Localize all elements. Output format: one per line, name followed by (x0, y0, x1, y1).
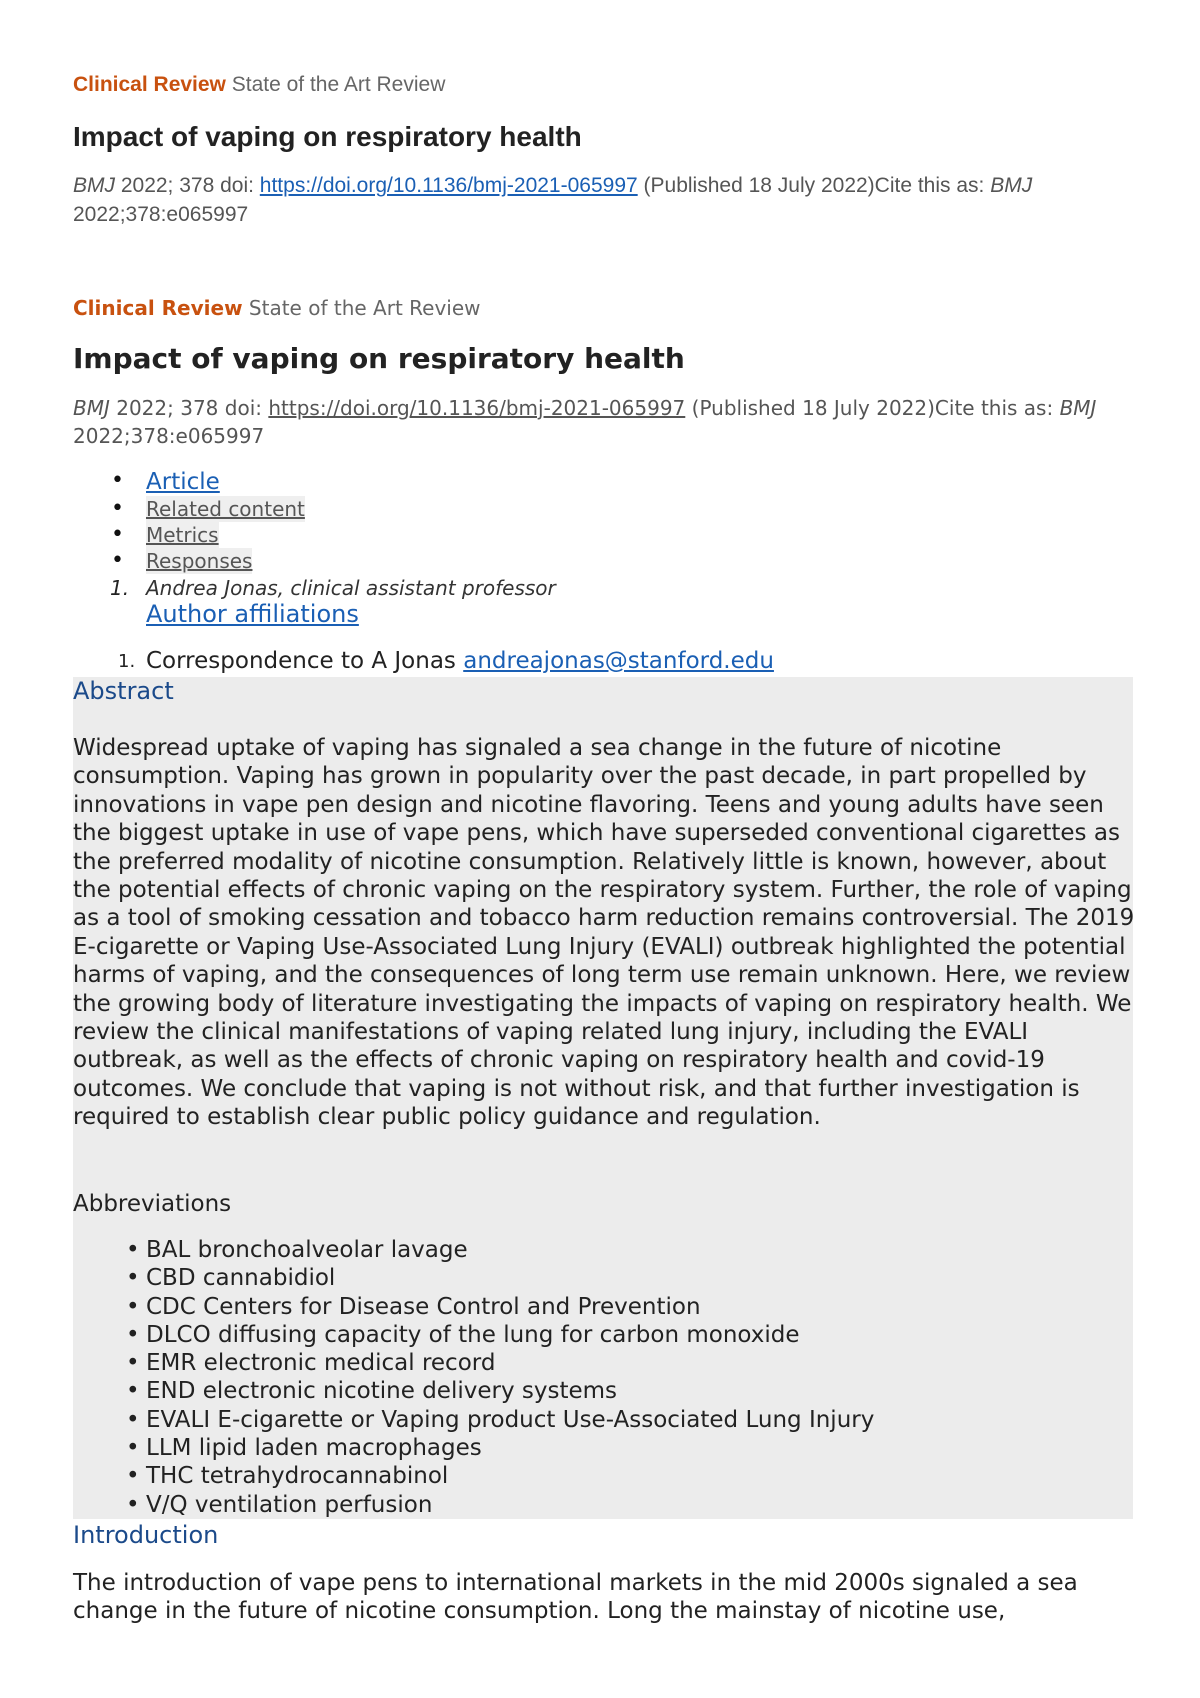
abbreviation-item: • BAL bronchoalveolar lavage (73, 1236, 874, 1264)
correspondence-text: Correspondence to A Jonas (146, 648, 464, 674)
article-subtype-2: State of the Art Review (248, 296, 481, 320)
tab-article-item (73, 468, 305, 496)
article-title: Impact of vaping on respiratory health (73, 121, 582, 152)
citation-pre: 2022; 378 doi: (115, 174, 260, 197)
article-tabs (73, 468, 305, 574)
correspondence-line (146, 648, 774, 674)
abbreviation-item: • DLCO diffusing capacity of the lung for carbon monoxide (73, 1321, 874, 1349)
citation-2 (73, 394, 1133, 450)
article-kicker-2 (73, 296, 481, 320)
citation-pre-2: 2022; 378 doi: (109, 396, 269, 420)
abbreviations-list (73, 1236, 874, 1519)
abbreviation-item: • END electronic nicotine delivery systems (73, 1377, 874, 1405)
cite-ref-2: 2022;378:e065997 (73, 424, 265, 448)
abbreviation-item: • EVALI E-cigarette or Vaping product Use-Associated Lung Injury (73, 1406, 874, 1434)
cite-ref: 2022;378:e065997 (73, 203, 249, 226)
tab-responses[interactable]: Responses (146, 549, 253, 573)
tab-metrics-item (73, 522, 305, 548)
article-title-2: Impact of vaping on respiratory health (73, 342, 685, 375)
abbreviation-item: • THC tetrahydrocannabinol (73, 1462, 874, 1490)
correspondence-number: 1. (118, 651, 136, 672)
article-type: Clinical Review (73, 73, 226, 96)
abbreviation-item: • EMR electronic medical record (73, 1349, 874, 1377)
abbreviations-heading: Abbreviations (73, 1191, 232, 1217)
tab-responses-item (73, 548, 305, 574)
author-affiliations-link[interactable]: Author affiliations (146, 600, 359, 628)
article-kicker (73, 73, 445, 97)
email-link[interactable]: andreajonas@stanford.edu (463, 648, 774, 674)
journal-name: BMJ (73, 174, 115, 197)
doi-link[interactable]: https://doi.org/10.1136/bmj-2021-065997 (259, 174, 638, 197)
article-type-2: Clinical Review (73, 296, 243, 320)
abstract-body: Widespread uptake of vaping has signaled a sea change in the future of nicotine consumption. Vaping has grown in popularity over the past decade, in part propelled by innovations in vape pen design and nicotine flavoring. Teens and young adults have seen the biggest uptake in use of vape pens, which have superseded conventional cigarettes as the preferred modality of nicotine consumption. Relatively little is known, however, about the potential effects of chronic vaping on the respiratory system. Further, the role of vaping as a tool of smoking cessation and tobacco harm reduction remains controversial. The 2019 E-cigarette or Vaping Use-Associated Lung Injury (EVALI) outbreak highlighted the potential harms of vaping, and the consequences of long term use remain unknown. Here, we review the growing body of literature investigating the impacts of vaping on respiratory health. We review the clinical manifestations of vaping related lung injury, including the EVALI outbreak, as well as the effects of chronic vaping on respiratory health and covid-19 outcomes. We conclude that vaping is not without risk, and that further investigation is required to establish clear public policy guidance and regulation. (73, 735, 1135, 1131)
abbreviation-item: • CBD cannabidiol (73, 1264, 874, 1292)
abbreviation-item: • V/Q ventilation perfusion (73, 1491, 874, 1519)
citation-post-2: (Published 18 July 2022)Cite this as: (685, 396, 1060, 420)
author-number: 1. (110, 576, 130, 600)
tab-related-item (73, 496, 305, 522)
cite-journal: BMJ (990, 174, 1033, 197)
tab-article[interactable]: Article (146, 469, 220, 495)
citation (73, 171, 1123, 229)
doi-link-2[interactable]: https://doi.org/10.1136/bmj-2021-065997 (268, 396, 686, 420)
abstract-heading: Abstract (73, 677, 174, 705)
tab-metrics[interactable]: Metrics (146, 523, 219, 547)
article-subtype: State of the Art Review (231, 73, 446, 96)
abbreviation-item: • CDC Centers for Disease Control and Prevention (73, 1293, 874, 1321)
journal-name-2: BMJ (73, 396, 110, 420)
cite-journal-2: BMJ (1059, 396, 1097, 420)
introduction-body: The introduction of vape pens to international markets in the mid 2000s signaled a sea change in the future of nicotine consumption. Long the mainstay of nicotine use, (73, 1570, 1078, 1625)
tab-related-content[interactable]: Related content (146, 497, 305, 521)
author-name: Andrea Jonas, clinical assistant professor (146, 576, 556, 600)
introduction-heading: Introduction (73, 1521, 219, 1549)
abbreviation-item: • LLM lipid laden macrophages (73, 1434, 874, 1462)
citation-post: (Published 18 July 2022)Cite this as: (637, 174, 991, 197)
